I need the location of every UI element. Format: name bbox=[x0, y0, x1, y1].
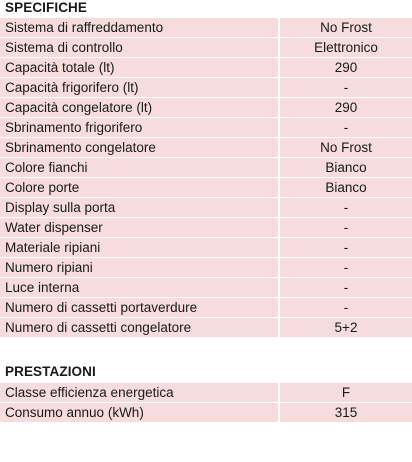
row-value: - bbox=[280, 258, 412, 278]
table-row bbox=[0, 218, 412, 238]
table-row bbox=[0, 78, 412, 98]
row-value: - bbox=[280, 118, 412, 138]
table-row bbox=[0, 158, 412, 178]
row-label: Display sulla porta bbox=[0, 198, 280, 218]
table-row bbox=[0, 278, 412, 298]
row-value: - bbox=[280, 278, 412, 298]
specifiche-title: SPECIFICHE bbox=[5, 0, 88, 15]
row-label: Numero di cassetti portaverdure bbox=[0, 298, 280, 318]
row-value: Bianco bbox=[280, 158, 412, 178]
row-label: Luce interna bbox=[0, 278, 280, 298]
row-label: Sistema di raffreddamento bbox=[0, 17, 280, 38]
prestazioni-title: PRESTAZIONI bbox=[5, 364, 96, 379]
row-label: Capacità totale (lt) bbox=[0, 58, 280, 78]
table-row bbox=[0, 298, 412, 318]
row-label: Capacità frigorifero (lt) bbox=[0, 78, 280, 98]
row-value: No Frost bbox=[280, 17, 412, 38]
table-row bbox=[0, 118, 412, 138]
row-label: Materiale ripiani bbox=[0, 238, 280, 258]
row-value: - bbox=[280, 298, 412, 318]
row-value: F bbox=[280, 382, 412, 403]
row-value: 290 bbox=[280, 58, 412, 78]
row-label: Colore fianchi bbox=[0, 158, 280, 178]
table-row bbox=[0, 198, 412, 218]
row-value: Elettronico bbox=[280, 38, 412, 58]
row-value: - bbox=[280, 78, 412, 98]
row-label: Consumo annuo (kWh) bbox=[0, 403, 280, 423]
row-label: Numero ripiani bbox=[0, 258, 280, 278]
table-row bbox=[0, 238, 412, 258]
table-row bbox=[0, 138, 412, 158]
table-row bbox=[0, 17, 412, 38]
row-value: Bianco bbox=[280, 178, 412, 198]
table-row bbox=[0, 178, 412, 198]
table-row bbox=[0, 38, 412, 58]
row-value: 5+2 bbox=[280, 318, 412, 338]
specifiche-table bbox=[0, 17, 412, 338]
table-row bbox=[0, 403, 412, 423]
row-label: Sbrinamento congelatore bbox=[0, 138, 280, 158]
row-label: Water dispenser bbox=[0, 218, 280, 238]
row-label: Capacità congelatore (lt) bbox=[0, 98, 280, 118]
table-row bbox=[0, 318, 412, 338]
table-row bbox=[0, 98, 412, 118]
row-value: 315 bbox=[280, 403, 412, 423]
row-value: - bbox=[280, 238, 412, 258]
table-row bbox=[0, 58, 412, 78]
row-value: - bbox=[280, 218, 412, 238]
row-label: Sbrinamento frigorifero bbox=[0, 118, 280, 138]
row-value: - bbox=[280, 198, 412, 218]
table-row bbox=[0, 382, 412, 403]
row-label: Numero di cassetti congelatore bbox=[0, 318, 280, 338]
row-value: No Frost bbox=[280, 138, 412, 158]
row-label: Sistema di controllo bbox=[0, 38, 280, 58]
table-row bbox=[0, 258, 412, 278]
row-label: Colore porte bbox=[0, 178, 280, 198]
row-label: Classe efficienza energetica bbox=[0, 382, 280, 403]
row-value: 290 bbox=[280, 98, 412, 118]
prestazioni-table bbox=[0, 382, 412, 423]
